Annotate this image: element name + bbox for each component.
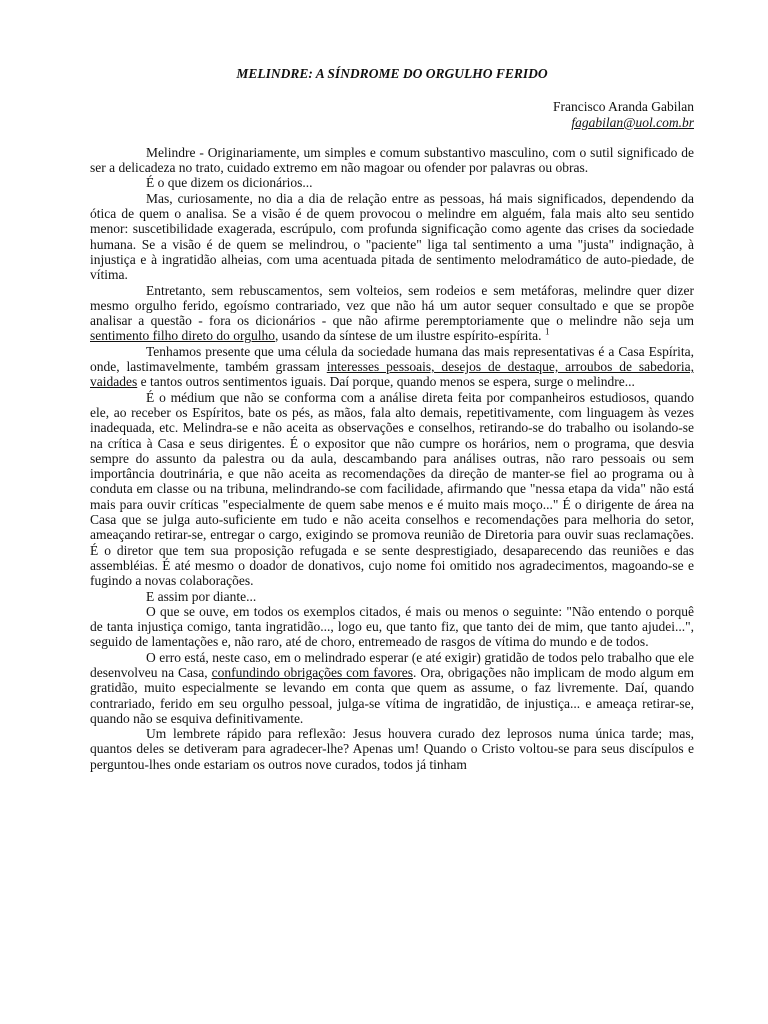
author-email-line <box>90 115 694 130</box>
text-segment: Entretanto, sem rebuscamentos, sem volteios, sem rodeios e sem metáforas, melindre quer dizer mesmo orgulho ferido, egoísmo contrariado, vez que não há um autor sequer consultado e que se propõe analisar a questão - fora os dicionários - que não afirme peremptoriamente que o melindre não seja um <box>90 282 694 329</box>
text-segment: É o médium que não se conforma com a análise direta feita por companheiros estudiosos, quando ele, ao receber os Espíritos, bate os pés, as mãos, fala alto demais, repetitivamente, com linguagem às vezes inadequada, etc. Melindra-se e não aceita as observações e conselhos, retirando-se do trabalho ou isolando-se na crítica à Casa e seus dirigentes. É o expositor que não cumpre os horários, nem o programa, que desvia sempre do assunto da palestra ou da aula, descambando para análises outras, não raro pessoais ou sem importância doutrinária, e que não aceita as recomendações da direção de manter-se fiel ao programa ou à conduta em classe ou na tribuna, melindrando-se com facilidade, afirmando que "nessa etapa da vida" não está mais para ouvir críticas "especialmente de quem sabe menos e é muito mais moço..." É o dirigente de área na Casa que se julga auto-suficiente em tudo e não aceita conselhos e recomendações para melhoria do setor, ameaçando retirar-se, entregar o cargo, exigindo se promova reunião de Diretoria para ouvir suas reclamações. É o diretor que tem sua proposição refugada e se sente desprestigiado, desaparecendo das reuniões e das assembléias. É até mesmo o doador de donativos, cujo nome foi omitido nos agradecimentos, magoando-se e fugindo a novas colaborações. <box>90 389 694 589</box>
text-segment: Um lembrete rápido para reflexão: Jesus houvera curado dez leprosos numa única tarde; mas, quantos deles se detiveram para agradecer-lhe? Apenas um! Quando o Cristo voltou-se para seus discípulos e perguntou-lhes onde estariam os outros nove curados, todos já tinham <box>90 726 694 772</box>
text-segment: É o que dizem os dicionários... <box>146 175 313 191</box>
underlined-text: confundindo obrigações com favores <box>211 664 414 680</box>
paragraph <box>90 175 694 190</box>
paragraph <box>90 145 694 176</box>
text-segment: Tenhamos presente que uma célula da sociedade humana das mais representativas é a Casa Espírita, onde, lastimavelmente, também grassam <box>90 343 694 375</box>
text-segment: E assim por diante... <box>146 588 257 604</box>
text-segment: Mas, curiosamente, no dia a dia de relação entre as pessoas, há mais significados, dependendo da ótica de quem o analisa. Se a visão é de quem provocou o melindre em alguém, fala mais alto seu sentido menor: suscetibilidade exagerada, escrúpulo, com profunda significação como agente das crises da sociedade humana. Se a visão é de quem se melindrou, o "paciente" liga tal sentimento a uma "justa" indignação, à injustiça e à ingratidão alheias, com uma acentuada pitada de sentimento melodramático de auto-piedade, de vítima. <box>90 190 694 283</box>
paragraph <box>90 390 694 589</box>
author-email-link[interactable]: fagabilan@uol.com.br <box>571 114 694 130</box>
paragraph <box>90 283 694 344</box>
text-segment: O erro está, neste caso, em o melindrado esperar (e até exigir) gratidão de todos pelo trabalho que ele desenvolveu na Casa, <box>90 649 694 680</box>
document-page <box>90 66 694 772</box>
text-segment: e tantos outros sentimentos iguais. Daí porque, quando menos se espera, surge o melindre... <box>137 374 635 390</box>
paragraph <box>90 344 694 390</box>
underlined-text: sentimento filho direto do orgulho <box>90 328 275 344</box>
text-segment: , usando da síntese de um ilustre espírito-espírita. <box>274 328 545 344</box>
footnote-marker: 1 <box>544 326 550 337</box>
paragraph <box>90 589 694 604</box>
text-segment: . Ora, obrigações não implicam de modo algum em gratidão, muito especialmente se levando em conta que quem as assume, o faz livremente. Daí, quando contrariado, ferido em seu orgulho pessoal, julga-se vítima de ingratidão, de injustiça... e ameaça retirar-se, quando não se esquiva definitivamente. <box>90 664 695 726</box>
document-title: MELINDRE: A SÍNDROME DO ORGULHO FERIDO <box>236 66 548 81</box>
paragraph <box>90 726 694 772</box>
paragraph <box>90 604 694 650</box>
underlined-text: interesses pessoais, desejos de destaque, arroubos de sabedoria, vaidades <box>90 359 694 390</box>
author-name: Francisco Aranda Gabilan <box>553 99 694 115</box>
paragraph <box>90 191 694 283</box>
text-segment: Melindre - Originariamente, um simples e comum substantivo masculino, com o sutil significado de ser a delicadeza no trato, cuidado extremo em não magoar ou ofender por palavras ou obras. <box>90 144 694 176</box>
text-segment: O que se ouve, em todos os exemplos citados, é mais ou menos o seguinte: "Não entendo o porquê de tanta injustiça comigo, tanta ingratidão..., logo eu, que tanto fiz, que tanto dei de mim, que tanto ajudei...", seguido de lamentações e, não raro, até de choro, entremeado de rasgos de vítima do mundo e de todos. <box>90 603 694 650</box>
body-text <box>90 145 694 772</box>
paragraph <box>90 650 694 726</box>
